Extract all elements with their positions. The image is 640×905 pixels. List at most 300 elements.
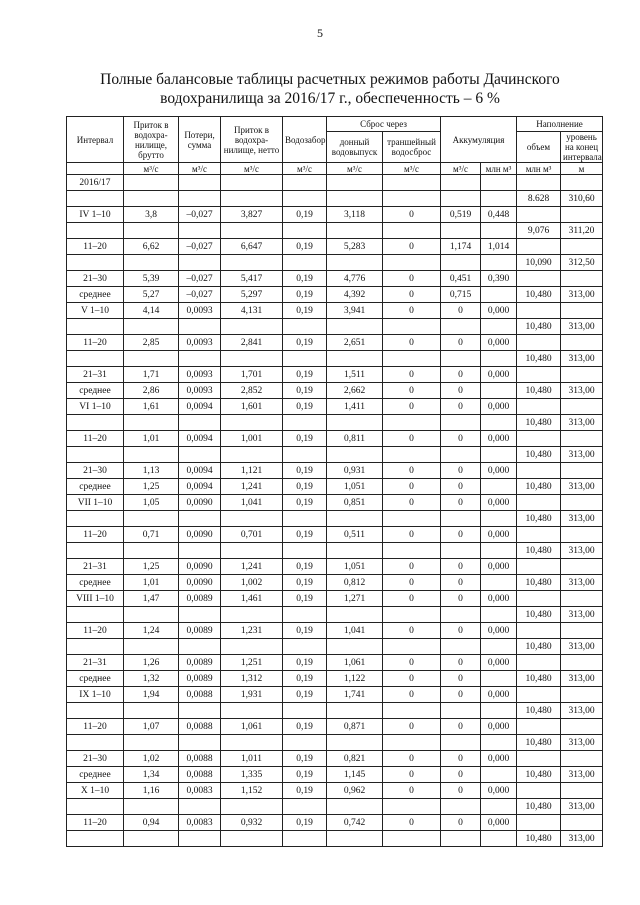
cell-level: 313,00 [561,287,603,303]
cell-inflow-gross [124,543,179,559]
cell-trench-spillway: 0 [383,687,441,703]
cell-inflow-gross: 1,32 [124,671,179,687]
cell-accum-flow: 0 [441,623,481,639]
cell-interval: IV 1–10 [67,207,124,223]
cell-inflow-gross: 4,14 [124,303,179,319]
cell-interval [67,447,124,463]
cell-bottom-outlet [327,703,383,719]
cell-accum-flow [441,255,481,271]
cell-accum-flow [441,639,481,655]
cell-level: 313,00 [561,607,603,623]
cell-inflow-net: 0,701 [221,527,283,543]
cell-accum-flow: 0 [441,751,481,767]
cell-accum-flow: 0 [441,767,481,783]
cell-volume: 10,480 [517,287,561,303]
cell-inflow-net: 1,061 [221,719,283,735]
cell-level: 313,00 [561,319,603,335]
cell-inflow-gross [124,319,179,335]
cell-losses [179,831,221,847]
cell-inflow-gross [124,351,179,367]
cell-inflow-net: 1,931 [221,687,283,703]
header-filling: Наполнение [517,117,603,132]
cell-accum-vol: 1,014 [481,239,517,255]
cell-inflow-gross [124,735,179,751]
table-row [67,479,603,495]
cell-inflow-net: 2,841 [221,335,283,351]
cell-volume: 10,480 [517,735,561,751]
balance-table [66,116,603,847]
cell-trench-spillway [383,191,441,207]
cell-accum-vol [481,191,517,207]
cell-level: 313,00 [561,511,603,527]
cell-trench-spillway: 0 [383,815,441,831]
cell-bottom-outlet: 0,962 [327,783,383,799]
cell-bottom-outlet: 0,742 [327,815,383,831]
cell-inflow-net: 5,297 [221,287,283,303]
cell-trench-spillway [383,223,441,239]
cell-accum-flow: 0 [441,495,481,511]
cell-interval [67,191,124,207]
cell-inflow-gross [124,607,179,623]
cell-withdrawal: 0,19 [283,591,327,607]
unit-volume: млн м³ [517,163,561,175]
table-row [67,335,603,351]
cell-accum-flow [441,351,481,367]
cell-volume [517,367,561,383]
cell-accum-vol: 0,000 [481,431,517,447]
table-row [67,191,603,207]
cell-level: 313,00 [561,671,603,687]
cell-bottom-outlet: 0,511 [327,527,383,543]
cell-level [561,335,603,351]
cell-losses: 0,0090 [179,527,221,543]
cell-inflow-net [221,175,283,191]
cell-trench-spillway [383,415,441,431]
cell-level: 313,00 [561,735,603,751]
cell-accum-vol [481,671,517,687]
header-discharge: Сброс через [327,117,441,132]
cell-losses: 0,0090 [179,495,221,511]
cell-inflow-net [221,191,283,207]
cell-inflow-gross: 1,61 [124,399,179,415]
cell-interval [67,319,124,335]
cell-volume: 10,480 [517,479,561,495]
cell-trench-spillway: 0 [383,431,441,447]
cell-interval: среднее [67,287,124,303]
cell-losses [179,735,221,751]
cell-trench-spillway: 0 [383,783,441,799]
cell-level [561,527,603,543]
cell-bottom-outlet: 1,741 [327,687,383,703]
cell-withdrawal [283,191,327,207]
cell-level [561,751,603,767]
cell-bottom-outlet [327,639,383,655]
cell-volume: 9,076 [517,223,561,239]
cell-trench-spillway: 0 [383,623,441,639]
cell-inflow-gross: 1,07 [124,719,179,735]
cell-bottom-outlet [327,447,383,463]
cell-trench-spillway [383,639,441,655]
cell-losses: 0,0093 [179,383,221,399]
cell-inflow-net [221,543,283,559]
cell-interval [67,511,124,527]
cell-level: 313,00 [561,639,603,655]
cell-trench-spillway: 0 [383,591,441,607]
cell-accum-flow: 0 [441,527,481,543]
cell-bottom-outlet: 0,821 [327,751,383,767]
cell-level [561,655,603,671]
cell-trench-spillway: 0 [383,559,441,575]
cell-withdrawal: 0,19 [283,719,327,735]
cell-inflow-net: 1,601 [221,399,283,415]
cell-volume [517,399,561,415]
table-row [67,303,603,319]
cell-interval: среднее [67,383,124,399]
cell-accum-flow: 0 [441,591,481,607]
cell-trench-spillway [383,351,441,367]
cell-inflow-net: 0,932 [221,815,283,831]
header-withdrawal: Водозабор [283,117,327,163]
cell-bottom-outlet: 3,118 [327,207,383,223]
cell-inflow-gross: 1,13 [124,463,179,479]
cell-bottom-outlet: 1,061 [327,655,383,671]
cell-level [561,815,603,831]
unit-inflow-net: м³/с [221,163,283,175]
cell-volume [517,207,561,223]
cell-accum-flow: 0 [441,719,481,735]
cell-accum-flow: 0,451 [441,271,481,287]
cell-trench-spillway: 0 [383,303,441,319]
cell-interval: X 1–10 [67,783,124,799]
table-row [67,687,603,703]
cell-accum-vol: 0,000 [481,591,517,607]
cell-volume: 10,090 [517,255,561,271]
cell-withdrawal: 0,19 [283,383,327,399]
cell-accum-flow: 0 [441,367,481,383]
table-row [67,319,603,335]
cell-level [561,431,603,447]
table-row [67,799,603,815]
table-row [67,783,603,799]
cell-volume [517,335,561,351]
cell-bottom-outlet: 0,871 [327,719,383,735]
table-row [67,751,603,767]
cell-inflow-net: 1,312 [221,671,283,687]
cell-inflow-gross [124,415,179,431]
cell-interval: среднее [67,575,124,591]
cell-losses [179,351,221,367]
table-row [67,351,603,367]
unit-accum-vol: млн м³ [481,163,517,175]
cell-volume: 10,480 [517,767,561,783]
cell-withdrawal: 0,19 [283,271,327,287]
table-row [67,255,603,271]
table-row [67,415,603,431]
cell-inflow-gross: 1,16 [124,783,179,799]
cell-inflow-net [221,703,283,719]
cell-volume [517,783,561,799]
cell-losses [179,511,221,527]
cell-withdrawal: 0,19 [283,815,327,831]
cell-trench-spillway: 0 [383,767,441,783]
cell-interval: IX 1–10 [67,687,124,703]
cell-volume: 10,480 [517,511,561,527]
cell-interval [67,831,124,847]
cell-inflow-gross: 1,94 [124,687,179,703]
cell-level: 311,20 [561,223,603,239]
cell-losses: 0,0089 [179,623,221,639]
cell-interval [67,639,124,655]
cell-trench-spillway: 0 [383,335,441,351]
cell-interval: 11–20 [67,431,124,447]
cell-level [561,495,603,511]
cell-level: 313,00 [561,831,603,847]
cell-interval: 21–30 [67,463,124,479]
cell-trench-spillway: 0 [383,527,441,543]
cell-level [561,399,603,415]
cell-losses: –0,027 [179,239,221,255]
cell-inflow-net [221,447,283,463]
cell-inflow-gross: 3,8 [124,207,179,223]
cell-withdrawal: 0,19 [283,559,327,575]
cell-losses: 0,0093 [179,303,221,319]
cell-losses: 0,0088 [179,751,221,767]
cell-inflow-gross [124,223,179,239]
cell-volume [517,687,561,703]
cell-bottom-outlet [327,607,383,623]
cell-withdrawal: 0,19 [283,495,327,511]
cell-losses [179,799,221,815]
cell-bottom-outlet: 4,776 [327,271,383,287]
cell-inflow-net [221,255,283,271]
cell-inflow-gross: 1,02 [124,751,179,767]
cell-interval [67,607,124,623]
cell-inflow-gross: 2,86 [124,383,179,399]
cell-bottom-outlet [327,255,383,271]
cell-accum-vol: 0,000 [481,527,517,543]
cell-inflow-gross [124,799,179,815]
cell-accum-flow: 0 [441,399,481,415]
cell-losses [179,447,221,463]
cell-inflow-net [221,639,283,655]
cell-inflow-net [221,223,283,239]
cell-level [561,719,603,735]
cell-withdrawal [283,799,327,815]
table-row [67,511,603,527]
cell-withdrawal [283,831,327,847]
cell-interval [67,255,124,271]
cell-accum-flow [441,543,481,559]
cell-withdrawal [283,175,327,191]
cell-losses: 0,0094 [179,431,221,447]
cell-losses: 0,0088 [179,767,221,783]
cell-accum-vol: 0,000 [481,815,517,831]
cell-trench-spillway [383,319,441,335]
cell-accum-vol: 0,000 [481,495,517,511]
cell-inflow-net [221,511,283,527]
cell-volume: 10,480 [517,351,561,367]
cell-level [561,687,603,703]
cell-volume: 10,480 [517,447,561,463]
table-row [67,367,603,383]
table-row [67,815,603,831]
cell-bottom-outlet: 1,041 [327,623,383,639]
cell-inflow-gross: 1,25 [124,479,179,495]
cell-inflow-net: 1,002 [221,575,283,591]
cell-losses: 0,0088 [179,719,221,735]
cell-interval: 2016/17 [67,175,124,191]
header-trench-spillway: траншейный водосброс [383,132,441,163]
cell-trench-spillway: 0 [383,463,441,479]
cell-interval [67,223,124,239]
cell-interval: 11–20 [67,623,124,639]
cell-trench-spillway [383,447,441,463]
cell-accum-flow: 0 [441,335,481,351]
cell-inflow-net [221,831,283,847]
cell-inflow-net: 4,131 [221,303,283,319]
cell-volume: 10,480 [517,703,561,719]
cell-inflow-net: 1,041 [221,495,283,511]
cell-withdrawal: 0,19 [283,207,327,223]
cell-losses [179,319,221,335]
cell-accum-flow: 0 [441,655,481,671]
cell-level [561,591,603,607]
cell-inflow-net [221,799,283,815]
cell-inflow-net: 1,231 [221,623,283,639]
cell-trench-spillway: 0 [383,751,441,767]
cell-withdrawal: 0,19 [283,287,327,303]
cell-trench-spillway: 0 [383,367,441,383]
cell-trench-spillway [383,543,441,559]
cell-interval: VIII 1–10 [67,591,124,607]
cell-inflow-gross [124,447,179,463]
cell-accum-vol: 0,390 [481,271,517,287]
cell-level: 313,00 [561,415,603,431]
cell-inflow-net: 3,827 [221,207,283,223]
cell-inflow-gross [124,639,179,655]
cell-losses: 0,0094 [179,463,221,479]
cell-inflow-gross: 1,47 [124,591,179,607]
cell-accum-vol: 0,000 [481,463,517,479]
table-row [67,383,603,399]
cell-accum-flow [441,319,481,335]
cell-level [561,783,603,799]
cell-volume: 10,480 [517,607,561,623]
cell-level: 310,60 [561,191,603,207]
cell-bottom-outlet [327,799,383,815]
cell-bottom-outlet [327,175,383,191]
cell-level: 313,00 [561,479,603,495]
cell-losses [179,543,221,559]
cell-inflow-net [221,319,283,335]
cell-accum-vol [481,543,517,559]
cell-inflow-net: 1,241 [221,479,283,495]
cell-level [561,175,603,191]
cell-losses: 0,0083 [179,815,221,831]
cell-interval: V 1–10 [67,303,124,319]
cell-volume: 10,480 [517,543,561,559]
cell-inflow-gross: 1,05 [124,495,179,511]
table-row [67,543,603,559]
cell-interval: 21–31 [67,367,124,383]
cell-accum-vol [481,767,517,783]
cell-volume: 10,480 [517,575,561,591]
cell-volume [517,271,561,287]
cell-losses: 0,0093 [179,335,221,351]
cell-accum-flow [441,415,481,431]
cell-accum-vol: 0,000 [481,655,517,671]
unit-interval [67,163,124,175]
cell-bottom-outlet: 3,941 [327,303,383,319]
cell-inflow-gross: 1,26 [124,655,179,671]
cell-accum-flow: 0 [441,783,481,799]
cell-accum-vol [481,383,517,399]
cell-interval: 21–31 [67,559,124,575]
cell-withdrawal: 0,19 [283,431,327,447]
cell-withdrawal [283,607,327,623]
cell-trench-spillway [383,511,441,527]
cell-inflow-net: 1,011 [221,751,283,767]
cell-volume: 10,480 [517,319,561,335]
cell-volume [517,175,561,191]
cell-accum-flow [441,735,481,751]
cell-accum-vol [481,639,517,655]
cell-accum-flow: 0,715 [441,287,481,303]
table-row [67,399,603,415]
cell-inflow-net: 1,251 [221,655,283,671]
cell-inflow-gross [124,703,179,719]
cell-losses [179,639,221,655]
cell-volume [517,751,561,767]
cell-accum-flow: 1,174 [441,239,481,255]
table-body [67,175,603,847]
cell-inflow-net [221,607,283,623]
table-row [67,655,603,671]
cell-inflow-gross: 0,71 [124,527,179,543]
cell-volume: 10,480 [517,383,561,399]
cell-accum-flow [441,223,481,239]
cell-withdrawal: 0,19 [283,655,327,671]
cell-inflow-net: 5,417 [221,271,283,287]
cell-accum-vol [481,351,517,367]
cell-withdrawal: 0,19 [283,783,327,799]
cell-level: 313,00 [561,575,603,591]
cell-bottom-outlet [327,319,383,335]
cell-losses: 0,0089 [179,655,221,671]
cell-accum-vol [481,607,517,623]
cell-losses: –0,027 [179,287,221,303]
cell-losses: 0,0090 [179,575,221,591]
cell-interval: среднее [67,479,124,495]
cell-volume [517,719,561,735]
cell-trench-spillway: 0 [383,719,441,735]
cell-accum-vol [481,511,517,527]
cell-volume [517,303,561,319]
cell-volume: 10,480 [517,639,561,655]
cell-trench-spillway: 0 [383,671,441,687]
cell-trench-spillway: 0 [383,495,441,511]
header-accumulation: Аккумуляция [441,117,517,163]
cell-accum-vol [481,479,517,495]
cell-bottom-outlet: 4,392 [327,287,383,303]
cell-interval [67,703,124,719]
cell-bottom-outlet: 1,051 [327,479,383,495]
unit-level: м [561,163,603,175]
header-inflow-net: Приток в водохра-нилище, нетто [221,117,283,163]
cell-bottom-outlet [327,415,383,431]
header-volume: объем [517,132,561,163]
cell-accum-vol: 0,000 [481,687,517,703]
